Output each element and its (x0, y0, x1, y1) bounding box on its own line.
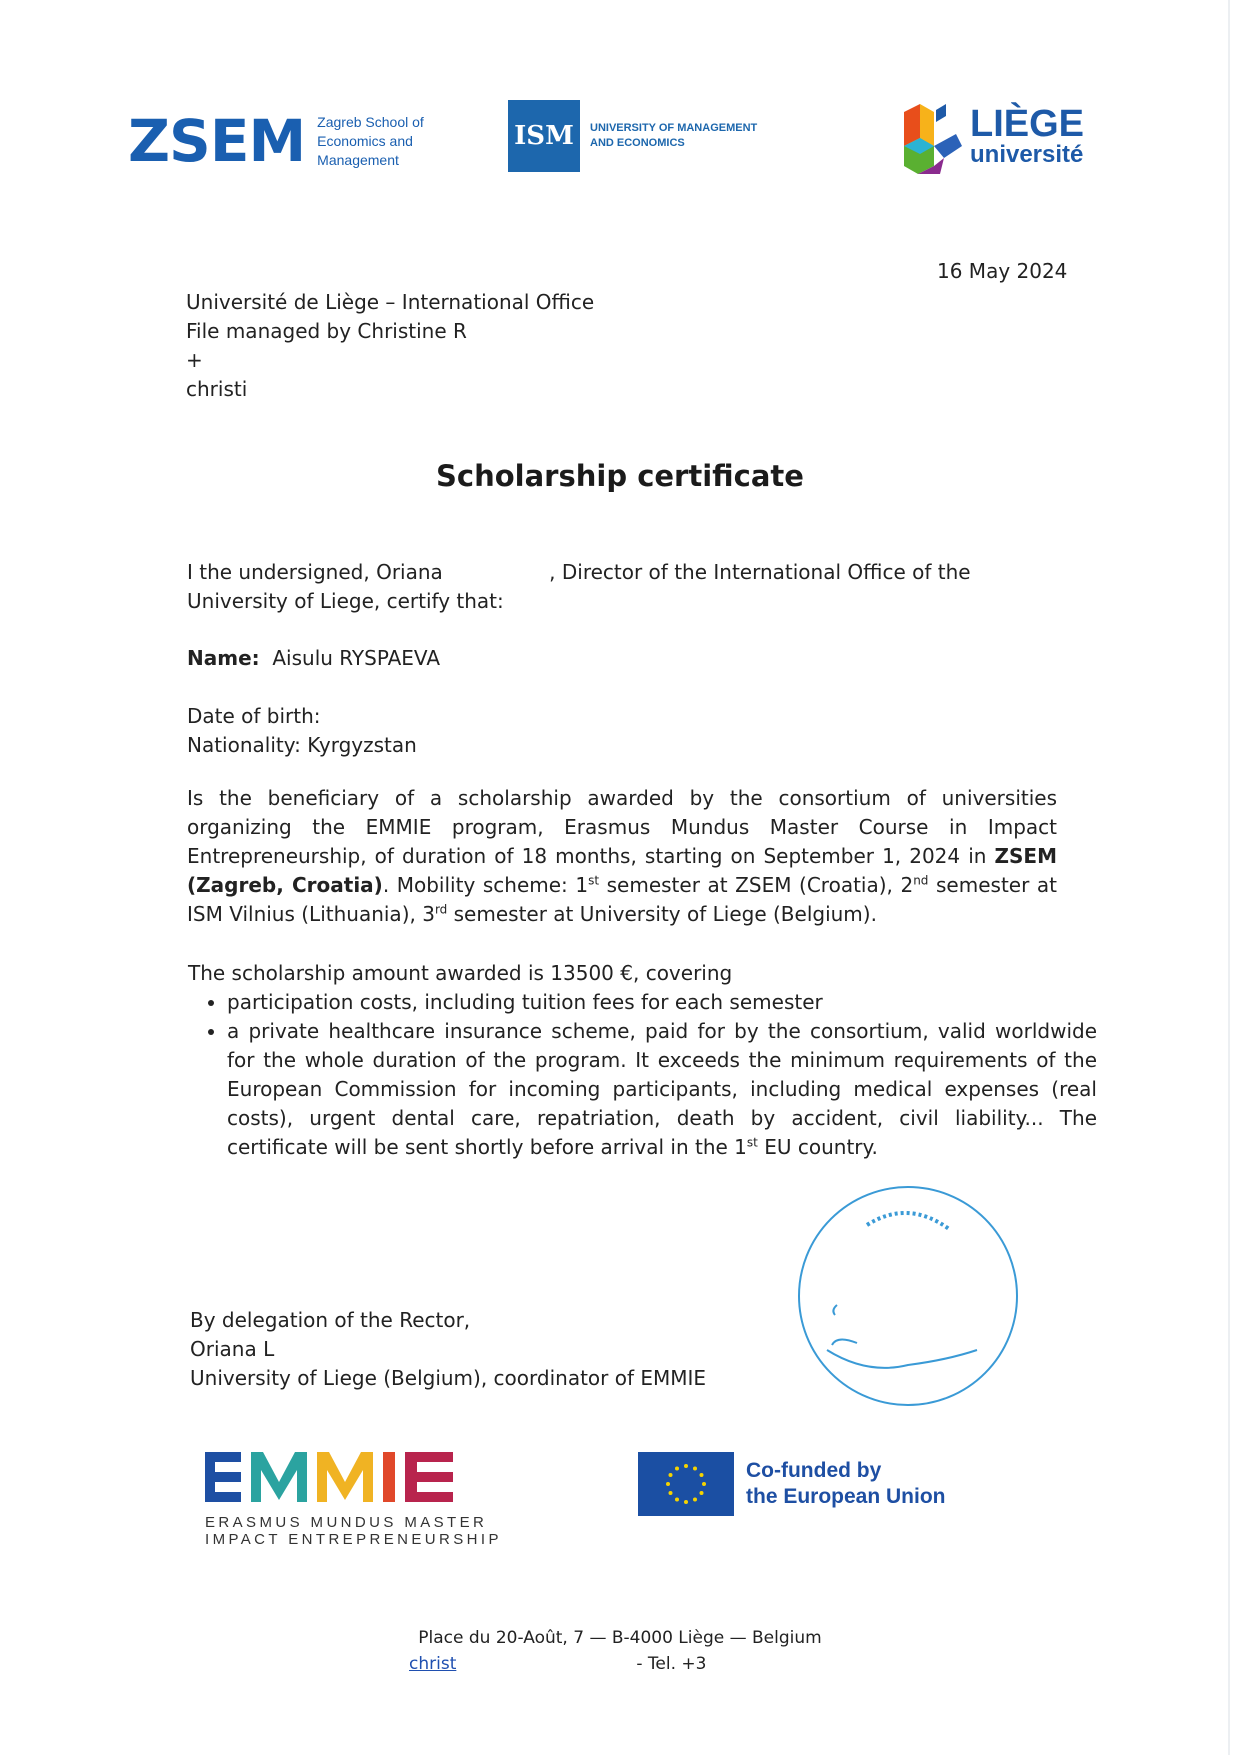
sup-4: st (746, 1135, 758, 1150)
signature-line-2: Oriana L (190, 1337, 275, 1361)
page-edge (1228, 0, 1230, 1755)
sup-3: rd (434, 902, 448, 917)
emmie-logo-mark (205, 1452, 490, 1502)
personal-details (187, 702, 417, 760)
letter-date: 16 May 2024 (937, 259, 1068, 283)
ism-line-2: AND ECONOMICS (590, 137, 685, 149)
office-block (186, 288, 594, 404)
eu-text (746, 1458, 946, 1510)
office-line-4: christi (186, 377, 248, 401)
undersigned-paragraph (187, 558, 1057, 616)
para-text-c: semester at ZSEM (Croatia), 2 (599, 873, 914, 897)
para-text-e: semester at University of Liege (Belgium). (447, 902, 877, 926)
para-text-b: . Mobility scheme: 1 (382, 873, 589, 897)
zsem-line-1: Zagreb School of (317, 113, 424, 130)
emmie-logo (205, 1452, 502, 1548)
zsem-line-3: Management (317, 151, 399, 168)
footer-contact (409, 1654, 706, 1674)
para-bold-location: ZSEM (Zagreb, Croatia) (187, 844, 1057, 897)
liege-name: LIÈGE (970, 103, 1085, 145)
zsem-logo-text (317, 113, 424, 170)
dob-label: Date of birth: (187, 704, 321, 728)
ism-logo-text (590, 121, 757, 151)
eu-flag-icon (638, 1452, 734, 1516)
undersigned-text-a: I the undersigned, Oriana (187, 560, 450, 584)
coverage-item-1-text: participation costs, including tuition fees for each semester (227, 990, 823, 1014)
official-stamp (797, 1185, 1019, 1407)
liege-cube-icon (900, 98, 964, 174)
ism-logo (508, 100, 757, 172)
eu-line-1: Co-funded by (746, 1459, 882, 1482)
coverage-item-2-text-b: EU country. (757, 1135, 878, 1159)
coverage-item-2 (227, 1017, 1097, 1162)
signature-block (190, 1306, 706, 1393)
para-text-d: semester at ISM Vilnius (Lithuania), 3 (187, 873, 1057, 926)
para-text-a: Is the beneficiary of a scholarship awarded by the consortium of universities organizing the EMMIE program, Erasmus Mundus Master Course in Impact Entrepreneurship, of duration of 18 months, starting on September 1, 2024 in (187, 786, 1057, 868)
liege-logo (900, 98, 1084, 174)
sup-1: st (588, 873, 600, 888)
emmie-sub-1: ERASMUS MUNDUS MASTER (205, 1514, 488, 1531)
signature-line-3: University of Liege (Belgium), coordinator of EMMIE (190, 1366, 707, 1390)
zsem-line-2: Economics and (317, 132, 413, 149)
nationality-line: Nationality: Kyrgyzstan (187, 733, 417, 757)
coverage-item-2-text-a: a private healthcare insurance scheme, paid for by the consortium, valid worldwide for the whole duration of the program. It exceeds the minimum requirements of the European Commission for incoming participants, including medical expenses (real costs), urgent dental care, repatriation, death by accident, civil liability... The certificate will be sent shortly before arrival in the 1 (227, 1019, 1097, 1159)
undersigned-text-b: , Director of the International Office of the University of Liege, certify that: (187, 560, 971, 613)
office-line-2: File managed by Christine R (186, 319, 467, 343)
ism-line-1: UNIVERSITY OF MANAGEMENT (590, 122, 758, 134)
eu-line-2: the European Union (746, 1485, 946, 1508)
beneficiary-paragraph (187, 784, 1057, 929)
amount-line: The scholarship amount awarded is 13500 €, covering (188, 961, 733, 985)
name-value: Aisulu RYSPAEVA (272, 646, 440, 670)
liege-logo-text (970, 105, 1084, 167)
eu-cofunded-logo (638, 1452, 946, 1516)
ism-logo-mark: ISM (508, 100, 580, 172)
sup-2: nd (913, 873, 929, 888)
coverage-list (188, 988, 1097, 1162)
office-line-3: + (186, 348, 203, 372)
footer-email-link[interactable]: christ (409, 1654, 457, 1674)
footer-tel: - Tel. +3 (636, 1654, 707, 1674)
signature-line-1: By delegation of the Rector, (190, 1308, 471, 1332)
name-line (187, 644, 440, 673)
coverage-item-1 (227, 988, 1097, 1017)
liege-sub: université (970, 141, 1084, 168)
footer-address: Place du 20-Août, 7 — B-4000 Liège — Belgium (418, 1628, 822, 1648)
name-label: Name: (187, 646, 260, 670)
zsem-logo-mark: ZSEM (128, 107, 306, 175)
document-title: Scholarship certificate (436, 459, 804, 493)
office-line-1: Université de Liège – International Office (186, 290, 595, 314)
zsem-logo (128, 107, 424, 175)
emmie-sub-2: IMPACT ENTREPRENEURSHIP (205, 1531, 502, 1548)
